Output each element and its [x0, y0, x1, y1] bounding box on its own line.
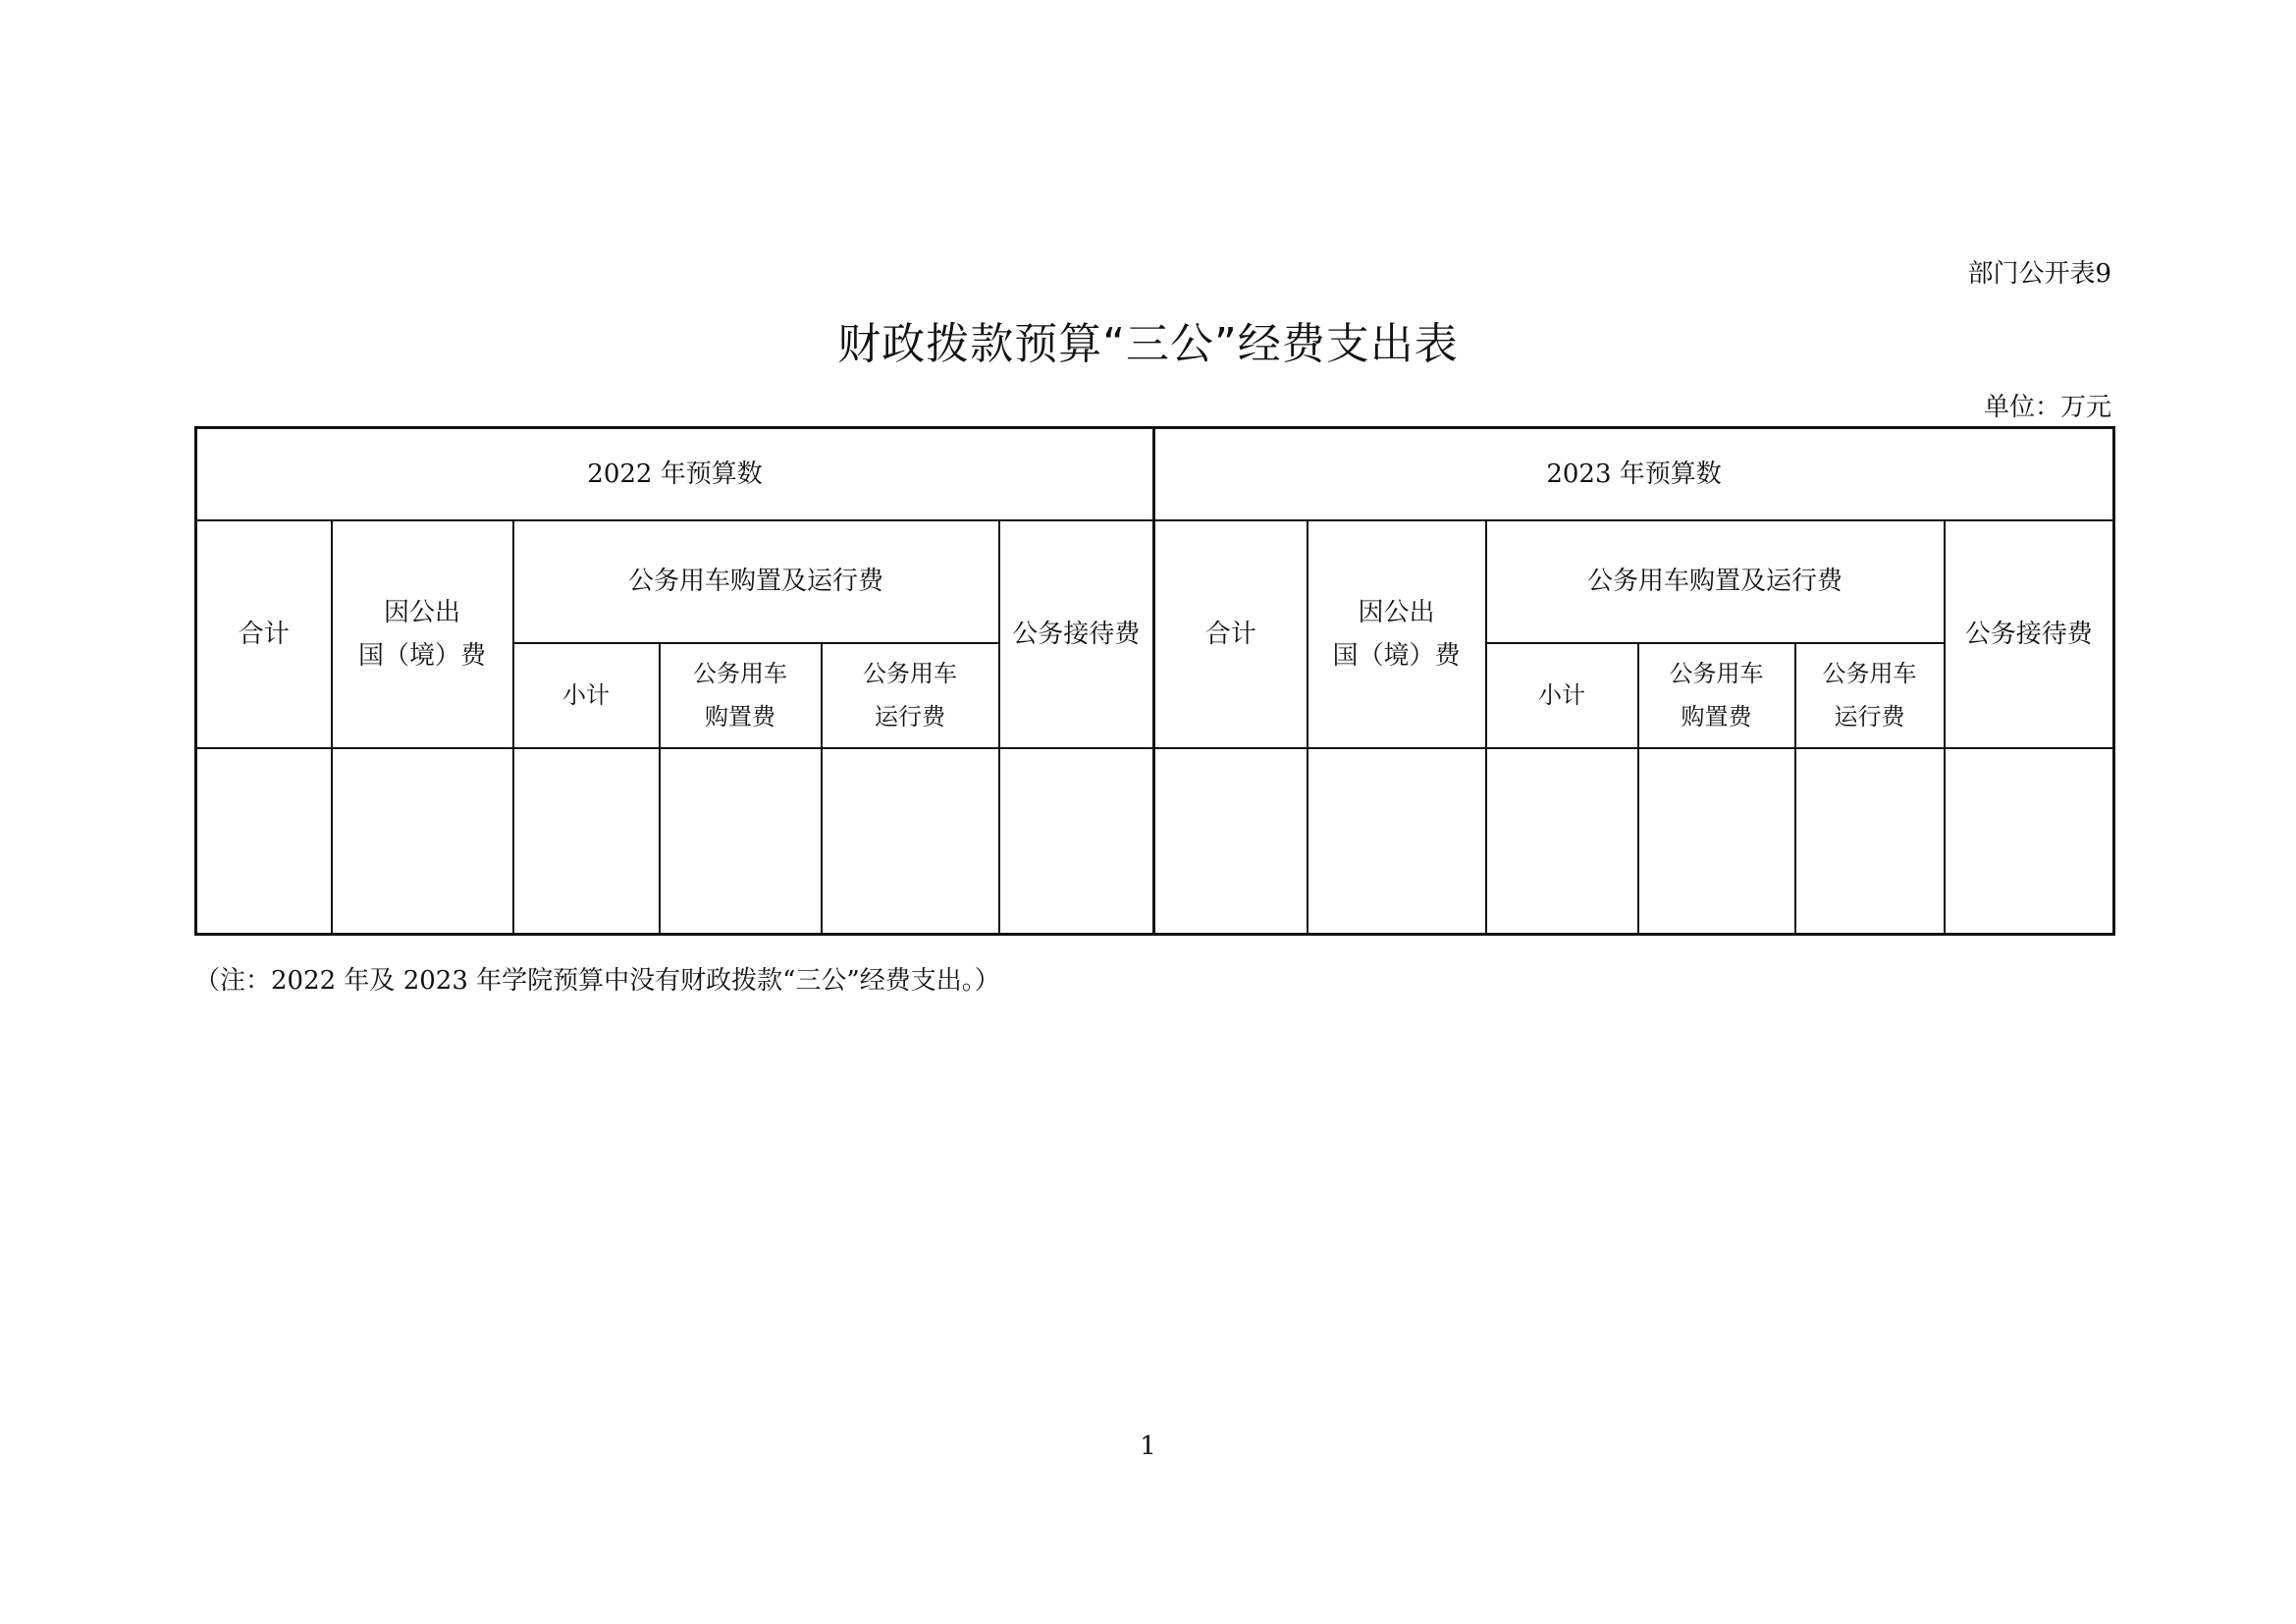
- page-title: 财政拨款预算“三公”经费支出表: [837, 319, 1459, 369]
- overseas-header-line2: 国（境）费: [1332, 640, 1461, 671]
- reception-header-2022: 公务接待费: [999, 520, 1154, 748]
- form-number: 部门公开表9: [1967, 259, 2111, 289]
- reception-header-2023: 公务接待费: [1945, 520, 2114, 748]
- operation-header-line1: 公务用车: [1822, 660, 1917, 687]
- subtotal-header-2023: 小计: [1486, 643, 1638, 748]
- overseas-header-2022: [332, 520, 513, 748]
- total-header-2023: 合计: [1154, 520, 1308, 748]
- vehicle-operation-header-2023: [1795, 643, 1945, 748]
- value-cell-2022-reception: [999, 748, 1154, 935]
- vehicle-purchase-header-2023: [1638, 643, 1795, 748]
- operation-header-line1: 公务用车: [863, 660, 957, 687]
- overseas-header-2023: [1308, 520, 1486, 748]
- value-cell-2023-overseas: [1308, 748, 1486, 935]
- value-cell-2023-subtotal: [1486, 748, 1638, 935]
- year-header-row: [196, 428, 2114, 520]
- value-cell-2023-reception: [1945, 748, 2114, 935]
- table-row: [196, 748, 2114, 935]
- budget-table: [194, 426, 2115, 936]
- value-cell-2022-overseas: [332, 748, 513, 935]
- subtotal-header-2022: 小计: [513, 643, 660, 748]
- year-2022-header: 2022 年预算数: [196, 428, 1154, 520]
- category-header-row: [196, 520, 2114, 643]
- vehicle-operation-header-2022: [822, 643, 999, 748]
- purchase-header-line1: 公务用车: [1669, 660, 1764, 687]
- page-number: 1: [1140, 1432, 1156, 1461]
- overseas-header-line1: 因公出: [383, 597, 460, 627]
- vehicle-group-header-2022: 公务用车购置及运行费: [513, 520, 999, 643]
- value-cell-2022-total: [196, 748, 332, 935]
- purchase-header-line2: 购置费: [705, 703, 775, 731]
- vehicle-purchase-header-2022: [660, 643, 822, 748]
- operation-header-line2: 运行费: [875, 703, 945, 731]
- value-cell-2022-operation: [822, 748, 999, 935]
- overseas-header-line1: 因公出: [1358, 597, 1435, 627]
- purchase-header-line2: 购置费: [1681, 703, 1752, 731]
- total-header-2022: 合计: [196, 520, 332, 748]
- value-cell-2022-purchase: [660, 748, 822, 935]
- overseas-header-line2: 国（境）费: [357, 640, 486, 671]
- purchase-header-line1: 公务用车: [693, 660, 787, 687]
- value-cell-2023-purchase: [1638, 748, 1795, 935]
- operation-header-line2: 运行费: [1834, 703, 1905, 731]
- year-2023-header: 2023 年预算数: [1154, 428, 2114, 520]
- value-cell-2022-subtotal: [513, 748, 660, 935]
- table-note: （注：2022 年及 2023 年学院预算中没有财政拨款“三公”经费支出。）: [194, 966, 1000, 996]
- vehicle-group-header-2023: 公务用车购置及运行费: [1486, 520, 1945, 643]
- unit-label: 单位：万元: [1983, 393, 2111, 422]
- value-cell-2023-total: [1154, 748, 1308, 935]
- value-cell-2023-operation: [1795, 748, 1945, 935]
